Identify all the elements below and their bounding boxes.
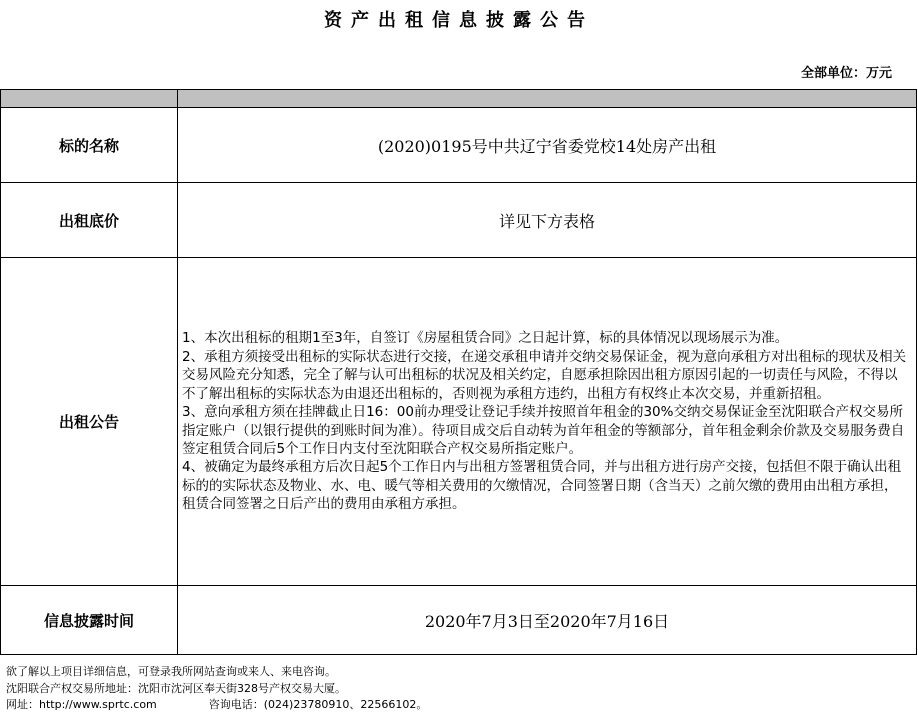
disclosure-time-label: 信息披露时间 <box>1 586 178 654</box>
notice-paragraph-4: 4、被确定为最终承租方后次日起5个工作日内与出租方签署租赁合同，并与出租方进行房产交接，包括但不限于确认出租标的的实际状态及物业、水、电、暖气等相关费用的欠缴情况，合同签署日期（含当天）之前欠缴的费用由出租方承担，租赁合同签署之日后产出的费用由承租方承担。 <box>182 459 902 513</box>
header-band-left <box>1 90 178 107</box>
base-price-value: 详见下方表格 <box>498 211 595 231</box>
row-asset-name <box>1 107 916 182</box>
notice-paragraph-3: 3、意向承租方须在挂牌截止日16：00前办理受让登记手续并按照首年租金的30%交纳交易保证金至沈阳联合产权交易所指定账户（以银行提供的到账时间为准）。待项目成交后自动转为首年租金的等额部分，首年租金剩余价款及交易服务费自签定租赁合同后5个工作日内支付至沈阳联合产权交易所指定账户。 <box>182 404 905 457</box>
rental-notice-label: 出租公告 <box>1 258 178 585</box>
row-rental-notice <box>1 257 916 585</box>
phone-info: 咨询电话：(024)23780910、22566102。 <box>208 698 428 711</box>
header-band-right <box>178 90 916 107</box>
unit-note: 全部单位：万元 <box>800 66 892 81</box>
footer-address: 沈阳联合产权交易所地址：沈阳市沈河区奉天街328号产权交易大厦。 <box>6 681 346 695</box>
row-disclosure-time <box>1 585 916 654</box>
disclosure-table <box>0 89 917 655</box>
rental-notice-content <box>178 258 916 585</box>
notice-paragraph-1: 1、本次出租标的租期1至3年，自签订《房屋租赁合同》之日起计算，标的具体情况以现场展示为准。 <box>182 330 789 347</box>
footer-line-1: 欲了解以上项目详细信息，可登录我所网站查询或来人、来电咨询。 <box>6 665 336 678</box>
page-title: 资产出租信息披露公告 <box>324 10 594 31</box>
row-base-price <box>1 182 916 257</box>
footer-contact-line <box>6 697 427 714</box>
contact-footer <box>6 664 427 714</box>
website-link[interactable]: 网址：http://www.sprtc.com <box>6 698 157 711</box>
disclosure-time-value: 2020年7月3日至2020年7月16日 <box>424 611 670 631</box>
asset-name-value: (2020)0195号中共辽宁省委党校14处房产出租 <box>377 136 717 156</box>
asset-name-label: 标的名称 <box>1 108 178 182</box>
base-price-label: 出租底价 <box>1 183 178 257</box>
notice-paragraph-2: 2、承租方须接受出租标的实际状态进行交接，在递交承租申请并交纳交易保证金，视为意向承租方对出租标的现状及相关交易风险充分知悉，完全了解与认可出租标的状况及相关约定，自愿承担除因出租方原因引起的一切责任与风险，不得以不了解出租标的实际状态为由退还出租标的，否则视为承租方违约，出租方有权终止本次交易，并重新招租。 <box>182 348 907 402</box>
table-header-band <box>1 90 916 107</box>
